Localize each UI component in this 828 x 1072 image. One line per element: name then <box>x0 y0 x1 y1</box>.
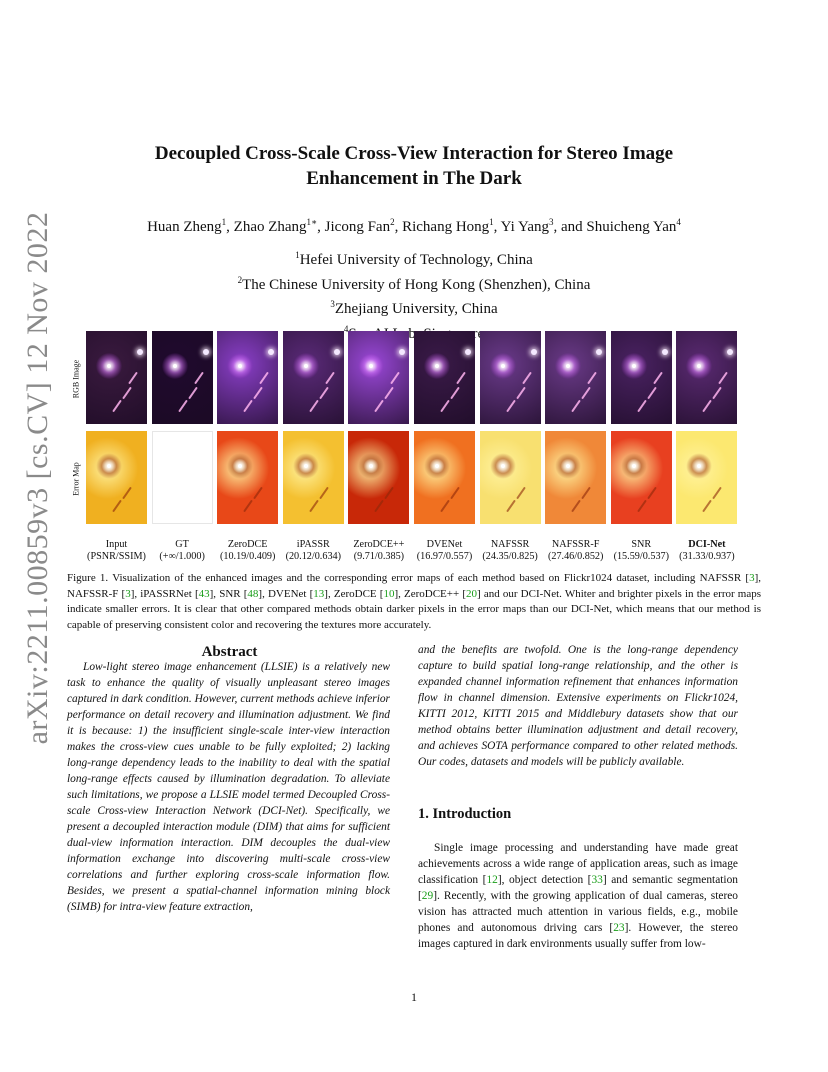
method-name: NAFSSR <box>490 539 530 550</box>
firework-icon <box>621 353 647 379</box>
citation-link[interactable]: 43 <box>198 587 210 600</box>
error-map-input <box>86 431 147 524</box>
caption-text: ]. However, the stereo images captured in dark environments usually suffer from low- <box>418 922 738 950</box>
method-score: (9.71/0.385) <box>353 551 405 562</box>
affiliation-name: Hefei University of Technology, China <box>299 252 533 268</box>
firework-icon <box>293 453 319 479</box>
error-streak <box>122 487 132 500</box>
moon-icon <box>727 349 733 355</box>
light-streak <box>581 387 591 400</box>
affiliation-line <box>150 246 678 271</box>
error-streak <box>243 500 253 513</box>
author-name: Jicong Fan <box>324 219 391 235</box>
caption-text: ], object detection [ <box>497 874 592 886</box>
rgb-image-gt <box>152 331 213 424</box>
light-streak <box>450 387 460 400</box>
author-name: Huan Zheng <box>147 219 222 235</box>
method-score: (16.97/0.557) <box>416 551 473 562</box>
light-streak <box>188 387 198 400</box>
affiliation-mark: 1 <box>295 250 300 260</box>
moon-icon <box>334 349 340 355</box>
firework-icon <box>227 353 253 379</box>
error-map-nafssr-f <box>545 431 606 524</box>
affiliation-line <box>150 295 678 320</box>
light-streak <box>319 387 329 400</box>
light-streak <box>385 387 395 400</box>
caption-text: ], SNR [ <box>209 587 248 600</box>
light-streak <box>178 400 188 413</box>
firework-icon <box>686 453 712 479</box>
affiliation-name: Zhejiang University, China <box>334 301 498 317</box>
firework-icon <box>686 353 712 379</box>
error-map-zerodce <box>217 431 278 524</box>
error-streak <box>385 487 395 500</box>
moon-icon <box>399 349 405 355</box>
firework-icon <box>358 353 384 379</box>
citation-link[interactable]: 20 <box>466 587 478 600</box>
author-name: Yi Yang <box>500 219 549 235</box>
light-streak <box>259 372 269 385</box>
citation-link[interactable]: 48 <box>247 587 259 600</box>
light-streak <box>325 372 335 385</box>
firework-icon <box>162 353 188 379</box>
error-streak <box>319 487 329 500</box>
firework-icon <box>358 453 384 479</box>
introduction-text <box>418 840 738 952</box>
light-streak <box>587 372 597 385</box>
caption-text: ] and our DCI-Net. Whiter and brighter pixels in the error maps indicate smaller errors. It is clear that other compared methods obtain darker pixels in the error maps than our DCI-Net, which means that our method is capable of preserving consistent color and recovering the textures more accurately. <box>67 587 762 631</box>
method-score: (10.19/0.409) <box>219 551 276 562</box>
figure-1-caption <box>67 571 761 633</box>
light-streak <box>713 387 723 400</box>
error-streak <box>375 500 385 513</box>
method-name: Input <box>105 539 128 550</box>
method-name: NAFSSR-F <box>551 539 600 550</box>
method-name: iPASSR <box>296 539 330 550</box>
row-label-rgb: RGB Image <box>71 359 81 399</box>
affiliation-mark: 4 <box>343 323 349 334</box>
light-streak <box>128 372 138 385</box>
caption-text: ] and semantic segmentation [ <box>418 874 738 902</box>
error-streak <box>713 487 723 500</box>
error-streak <box>571 500 581 513</box>
firework-icon <box>227 453 253 479</box>
error-streak <box>450 487 460 500</box>
citation-link[interactable]: 10 <box>383 587 395 600</box>
affiliation-line <box>150 271 678 296</box>
affiliation-list <box>150 246 678 344</box>
light-streak <box>506 400 516 413</box>
error-map-nafssr <box>480 431 541 524</box>
author-affil-mark: 1 <box>221 217 227 227</box>
error-streak <box>309 500 319 513</box>
row-label-error: Error Map <box>71 462 81 496</box>
citation-link[interactable]: 33 <box>591 874 603 886</box>
method-score: (24.35/0.825) <box>482 551 538 562</box>
arxiv-stamp: arXiv:2211.00859v3 [cs.CV] 12 Nov 2022 <box>21 211 54 745</box>
citation-link[interactable]: 12 <box>486 874 498 886</box>
light-streak <box>456 372 466 385</box>
rgb-image-dci-net <box>676 331 737 424</box>
caption-text: Single image processing and understanding have made great achievements across a wide range of application areas, such as image classification [ <box>418 842 738 886</box>
rgb-image-input <box>86 331 147 424</box>
author-name: Zhao Zhang <box>233 219 307 235</box>
light-streak <box>375 400 385 413</box>
caption-text: ], ZeroDCE++ [ <box>394 587 467 600</box>
method-name: DCI-Net <box>688 539 726 550</box>
moon-icon <box>596 349 602 355</box>
author-affil-mark: 2 <box>390 217 395 227</box>
light-streak <box>522 372 532 385</box>
error-map-ipassr <box>283 431 344 524</box>
caption-text: ], ZeroDCE [ <box>324 587 384 600</box>
caption-text: ]. Recently, with the growing application of dual cameras, stereo vision has attracted much attention in various fields, e.g., mobile phones and autonomous driving cars [ <box>418 890 738 934</box>
caption-text: ], iPASSRNet [ <box>130 587 199 600</box>
author-name: and Shuicheng Yan <box>560 219 677 235</box>
method-name: ZeroDCE <box>227 539 268 550</box>
moon-icon <box>268 349 274 355</box>
caption-text: Figure 1. Visualization of the enhanced images and the corresponding error maps of each method based on Flickr1024 dataset, including NAFSSR [ <box>67 572 750 584</box>
rgb-image-nafssr <box>480 331 541 424</box>
method-name: ZeroDCE++ <box>353 539 405 550</box>
light-streak <box>253 387 263 400</box>
firework-icon <box>555 353 581 379</box>
method-score: (31.33/0.937) <box>679 551 735 562</box>
firework-icon <box>555 453 581 479</box>
firework-icon <box>424 453 450 479</box>
caption-text: ], DVENet [ <box>258 587 314 600</box>
author-affil-mark: 1 <box>489 217 494 227</box>
error-streak <box>647 487 657 500</box>
firework-icon <box>293 353 319 379</box>
method-score: (15.59/0.537) <box>613 551 670 562</box>
firework-icon <box>490 453 516 479</box>
method-name: GT <box>175 539 189 550</box>
method-name: SNR <box>631 539 652 550</box>
method-name: DVENet <box>426 539 463 550</box>
light-streak <box>391 372 401 385</box>
firework-icon <box>96 353 122 379</box>
light-streak <box>571 400 581 413</box>
abstract-heading: Abstract <box>201 644 258 660</box>
firework-icon <box>621 453 647 479</box>
method-score: (27.46/0.852) <box>547 551 604 562</box>
author-list: Huan Zheng$^1$, Zhao Zhang$^{1∗}$, Jicong Fan$^2$, Richang Hong$^1$, Yi Yang$^3$, and Shuicheng Yan$^4$ <box>147 217 681 235</box>
affiliation-mark: 2 <box>237 274 243 285</box>
rgb-image-zerodce++ <box>348 331 409 424</box>
method-score: (+∞/1.000) <box>159 551 205 562</box>
error-map-dvenet <box>414 431 475 524</box>
author-name: Richang Hong <box>402 219 490 235</box>
firework-icon <box>96 453 122 479</box>
page-number: 1 <box>411 990 417 1004</box>
error-map-gt <box>152 431 213 524</box>
error-streak <box>637 500 647 513</box>
error-map-snr <box>611 431 672 524</box>
light-streak <box>122 387 132 400</box>
rgb-image-ipassr <box>283 331 344 424</box>
paper-title <box>110 141 718 191</box>
error-map-dci-net <box>676 431 737 524</box>
caption-text: ], NAFSSR-F [ <box>67 572 761 600</box>
moon-icon <box>137 349 143 355</box>
light-streak <box>647 387 657 400</box>
rgb-image-nafssr-f <box>545 331 606 424</box>
light-streak <box>440 400 450 413</box>
error-streak <box>703 500 713 513</box>
citation-link[interactable]: 13 <box>313 587 325 600</box>
rgb-image-dvenet <box>414 331 475 424</box>
method-score: (PSNR/SSIM) <box>87 551 146 562</box>
citation-link[interactable]: 23 <box>613 922 625 934</box>
error-streak <box>516 487 526 500</box>
firework-icon <box>490 353 516 379</box>
citation-link[interactable]: 3 <box>749 572 755 584</box>
moon-icon <box>465 349 471 355</box>
firework-icon <box>424 353 450 379</box>
moon-icon <box>662 349 668 355</box>
light-streak <box>637 400 647 413</box>
rgb-image-snr <box>611 331 672 424</box>
section-heading-introduction: 1. Introduction <box>418 806 512 822</box>
method-score: (20.12/0.634) <box>285 551 342 562</box>
citation-link[interactable]: 29 <box>421 890 434 902</box>
author-affil-mark: 3 <box>548 217 554 227</box>
light-streak <box>243 400 253 413</box>
error-streak <box>581 487 591 500</box>
error-streak <box>506 500 516 513</box>
light-streak <box>516 387 526 400</box>
affiliation-mark: 3 <box>330 299 335 309</box>
author-affil-mark: 4 <box>676 217 681 227</box>
rgb-image-zerodce <box>217 331 278 424</box>
title-line-1: Decoupled Cross-Scale Cross-View Interaction for Stereo Image <box>154 143 674 164</box>
citation-link[interactable]: 3 <box>125 587 131 600</box>
light-streak <box>653 372 663 385</box>
light-streak <box>112 400 122 413</box>
light-streak <box>703 400 713 413</box>
moon-icon <box>531 349 537 355</box>
affiliation-name: The Chinese University of Hong Kong (Shenzhen), China <box>242 276 591 293</box>
abstract-text-col2: and the benefits are twofold. One is the long-range dependency capture to build spatial long-range relationship, and the other is expanded channel information refinement that enhances information flow in channel dimension. Extensive experiments on Flickr1024, KITTI 2012, KITTI 2015 and Middlebury datasets show that our method obtains better illumination adjustment and detail recovery, and achieves SOTA performance compared to other related methods. Our codes, datasets and models will be publicly available. <box>418 644 738 768</box>
author-affil-mark: 1∗ <box>306 217 318 227</box>
error-streak <box>440 500 450 513</box>
light-streak <box>719 372 729 385</box>
error-streak <box>112 500 122 513</box>
light-streak <box>309 400 319 413</box>
title-line-2: Enhancement in The Dark <box>306 168 522 189</box>
abstract-text-col1: Low-light stereo image enhancement (LLSIE) is a relatively new task to enhance the quality of visually unpleasant stereo images captured in dark condition. However, current methods achieve inferior performance on detail recovery and illumination adjustment. We find it is because: 1) the insufficient single-scale inter-view interaction makes the cross-view cues unable to be fully exploited; 2) lacking long-range dependency leads to the inability to deal with the spatial long-range effects caused by illumination degradation. To alleviate such limitations, we propose a LLSIE model termed Decoupled Cross-scale Cross-view Interaction Network (DCI-Net). Specifically, we present a decoupled interaction module (DIM) that aims for sufficient dual-view information interaction. DIM decouples the dual-view information exchange into discovering multi-scale cross-view correlations and further exploring cross-scale information flow. Besides, we present a spatial-channel information mining block (SIMB) for intra-view feature extraction, <box>67 661 390 913</box>
moon-icon <box>203 349 209 355</box>
error-streak <box>253 487 263 500</box>
error-map-zerodce++ <box>348 431 409 524</box>
light-streak <box>194 372 204 385</box>
